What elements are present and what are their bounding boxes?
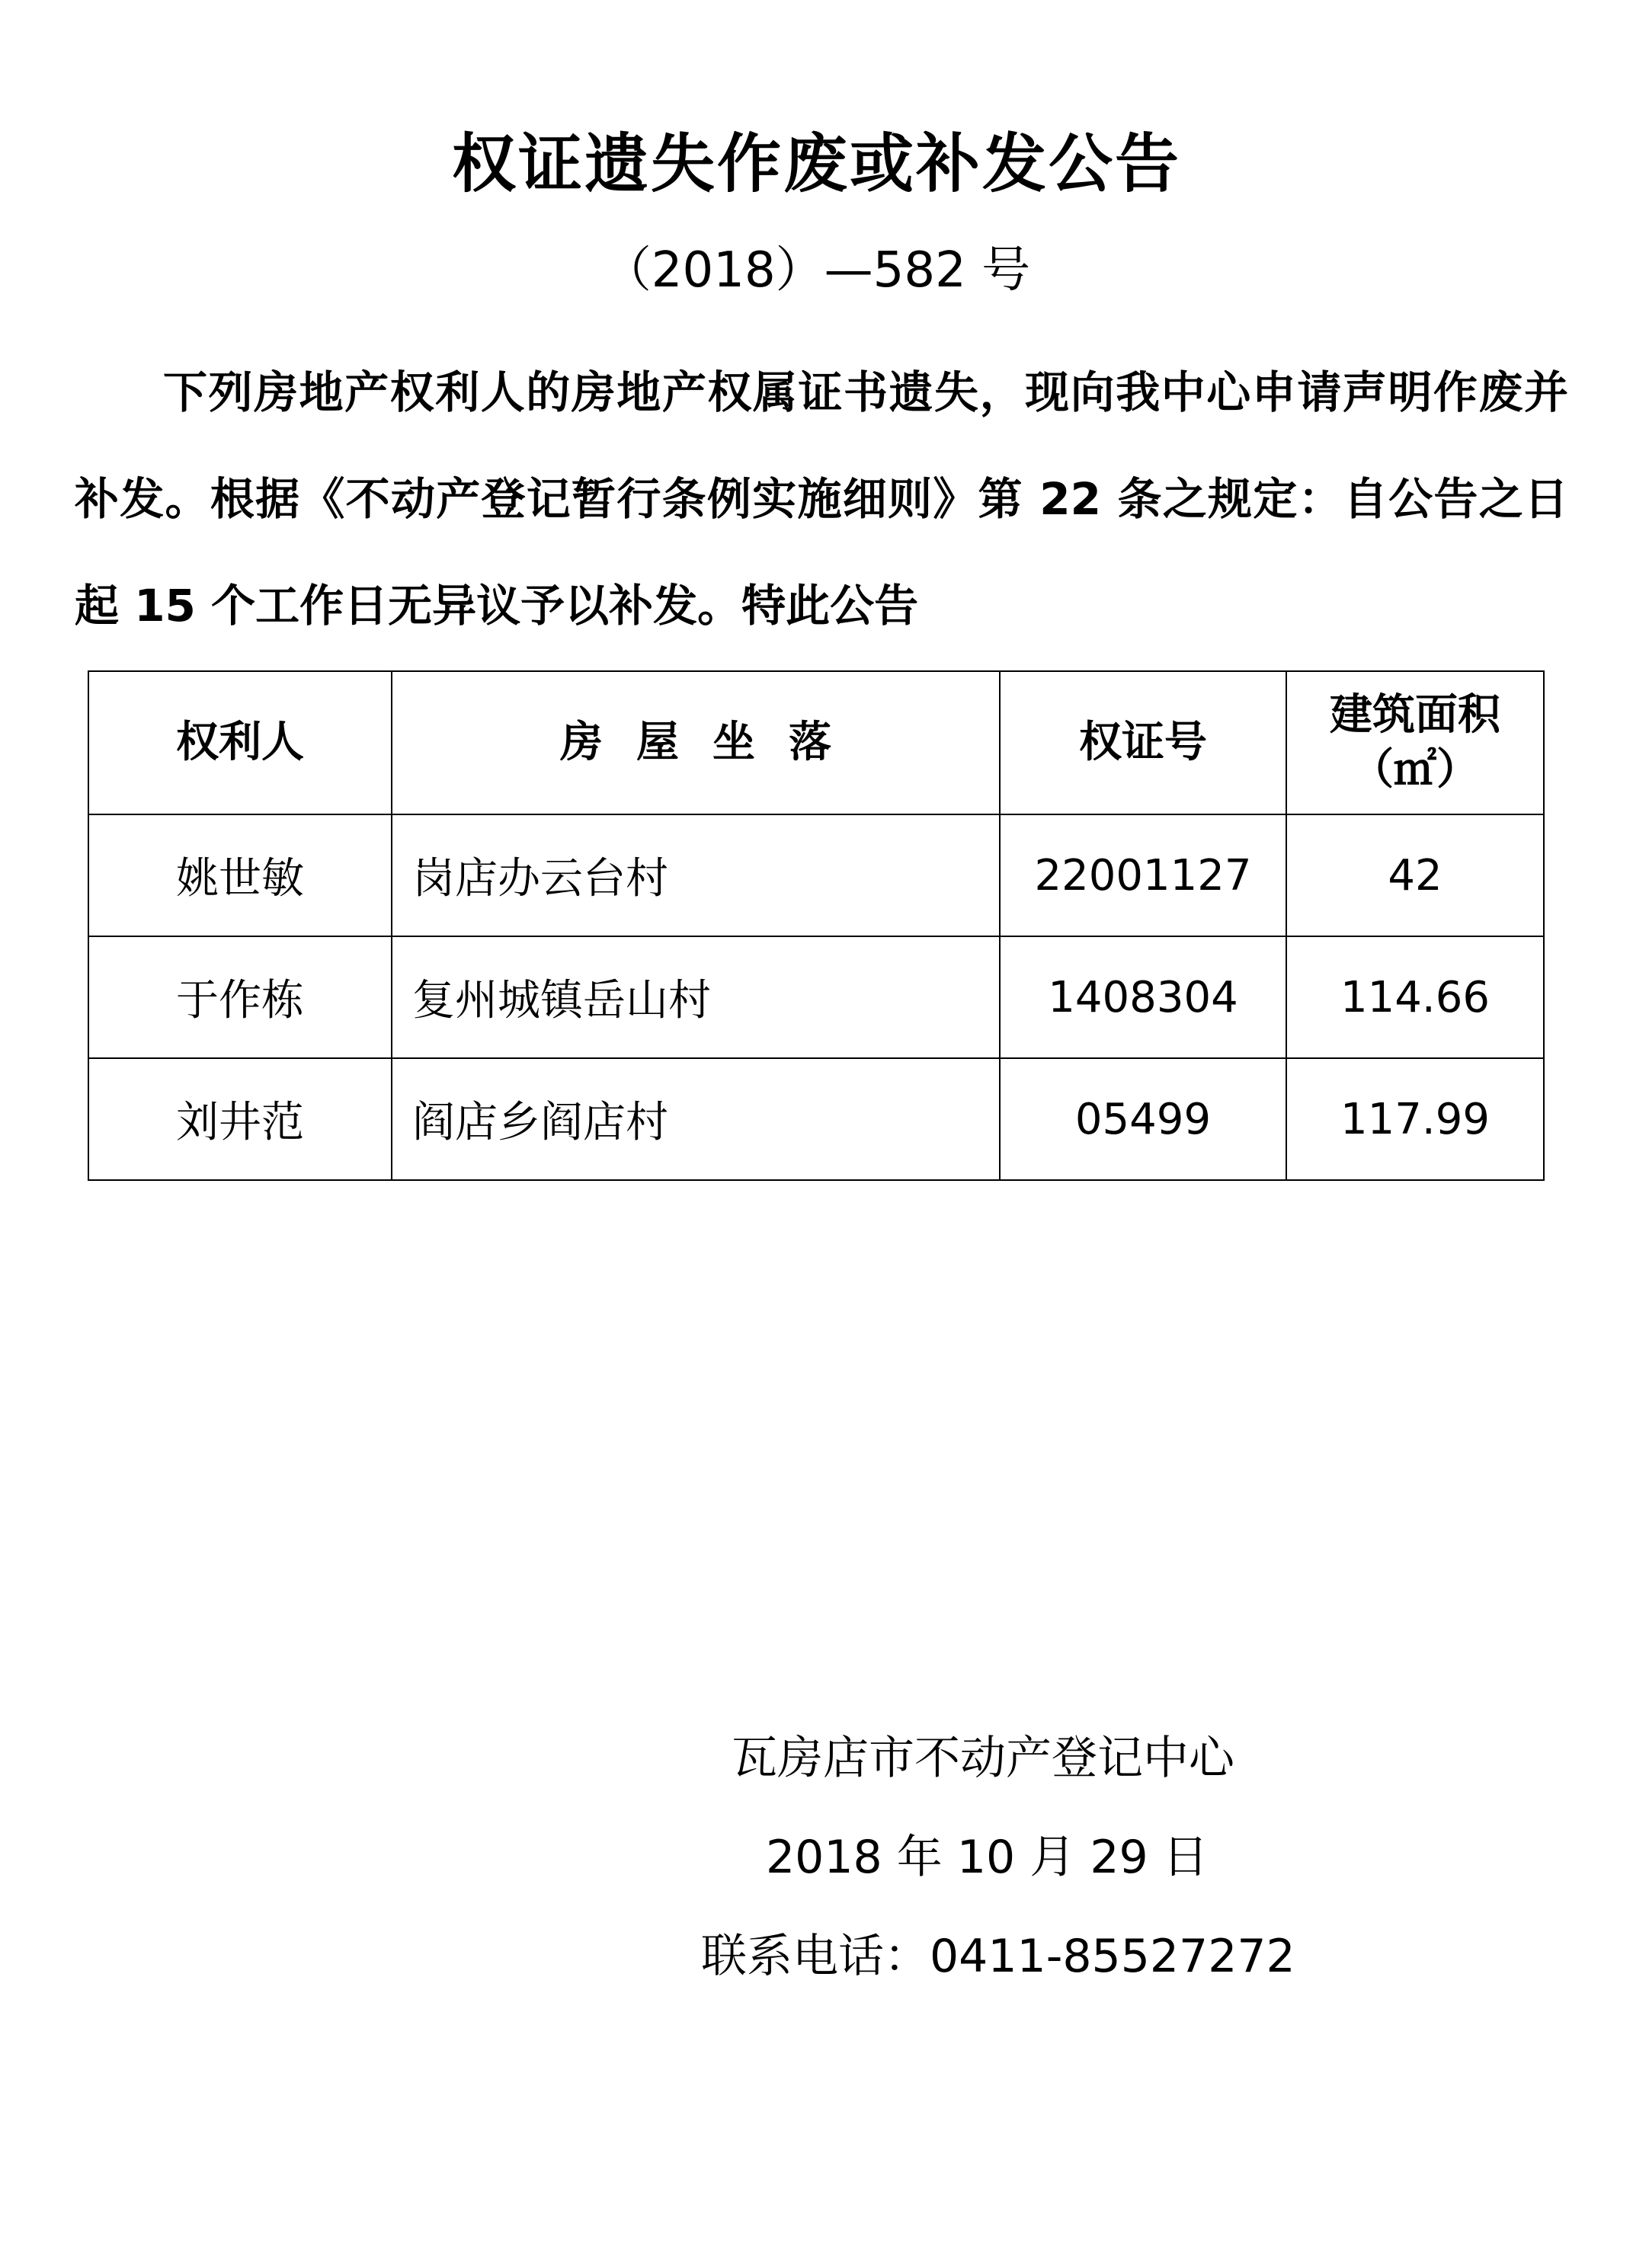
cell-location: 阎店乡阎店村 (392, 1058, 1000, 1180)
header-area-unit: （㎡） (1351, 745, 1479, 795)
cell-certificate: 05499 (1000, 1058, 1286, 1180)
contact-phone: 联系电话：0411-85527272 (701, 1930, 1295, 1983)
header-area (1286, 671, 1544, 814)
cell-area: 114.66 (1286, 936, 1544, 1058)
issuing-organization: 瓦房店市不动产登记中心 (732, 1732, 1234, 1785)
issue-date: 2018 年 10 月 29 日 (766, 1831, 1209, 1884)
cell-location: 复州城镇岳山村 (392, 936, 1000, 1058)
header-certificate: 权证号 (1000, 671, 1286, 814)
cell-holder: 刘井范 (88, 1058, 392, 1180)
notice-title: 权证遗失作废或补发公告 (451, 126, 1181, 201)
cell-area: 42 (1286, 814, 1544, 936)
cell-certificate: 1408304 (1000, 936, 1286, 1058)
table-row (88, 1058, 1544, 1180)
cell-holder: 姚世敏 (88, 814, 392, 936)
notice-body: 下列房地产权利人的房地产权属证书遗失，现向我中心申请声明作废并补发。根据《不动产登记暂行条例实施细则》第 22 条之规定：自公告之日起 15 个工作日无异议予以补发。特此公告 (75, 366, 1568, 632)
certificate-table (88, 670, 1545, 1181)
table-row (88, 814, 1544, 936)
table-header-row (88, 671, 1544, 814)
cell-certificate: 22001127 (1000, 814, 1286, 936)
table-row (88, 936, 1544, 1058)
header-area-label: 建筑面积 (1330, 690, 1500, 740)
cell-area: 117.99 (1286, 1058, 1544, 1180)
cell-holder: 于作栋 (88, 936, 392, 1058)
notice-number: （2018）—582 号 (602, 242, 1031, 299)
header-holder: 权利人 (88, 671, 392, 814)
header-location: 房屋坐落 (392, 671, 1000, 814)
cell-location: 岗店办云台村 (392, 814, 1000, 936)
